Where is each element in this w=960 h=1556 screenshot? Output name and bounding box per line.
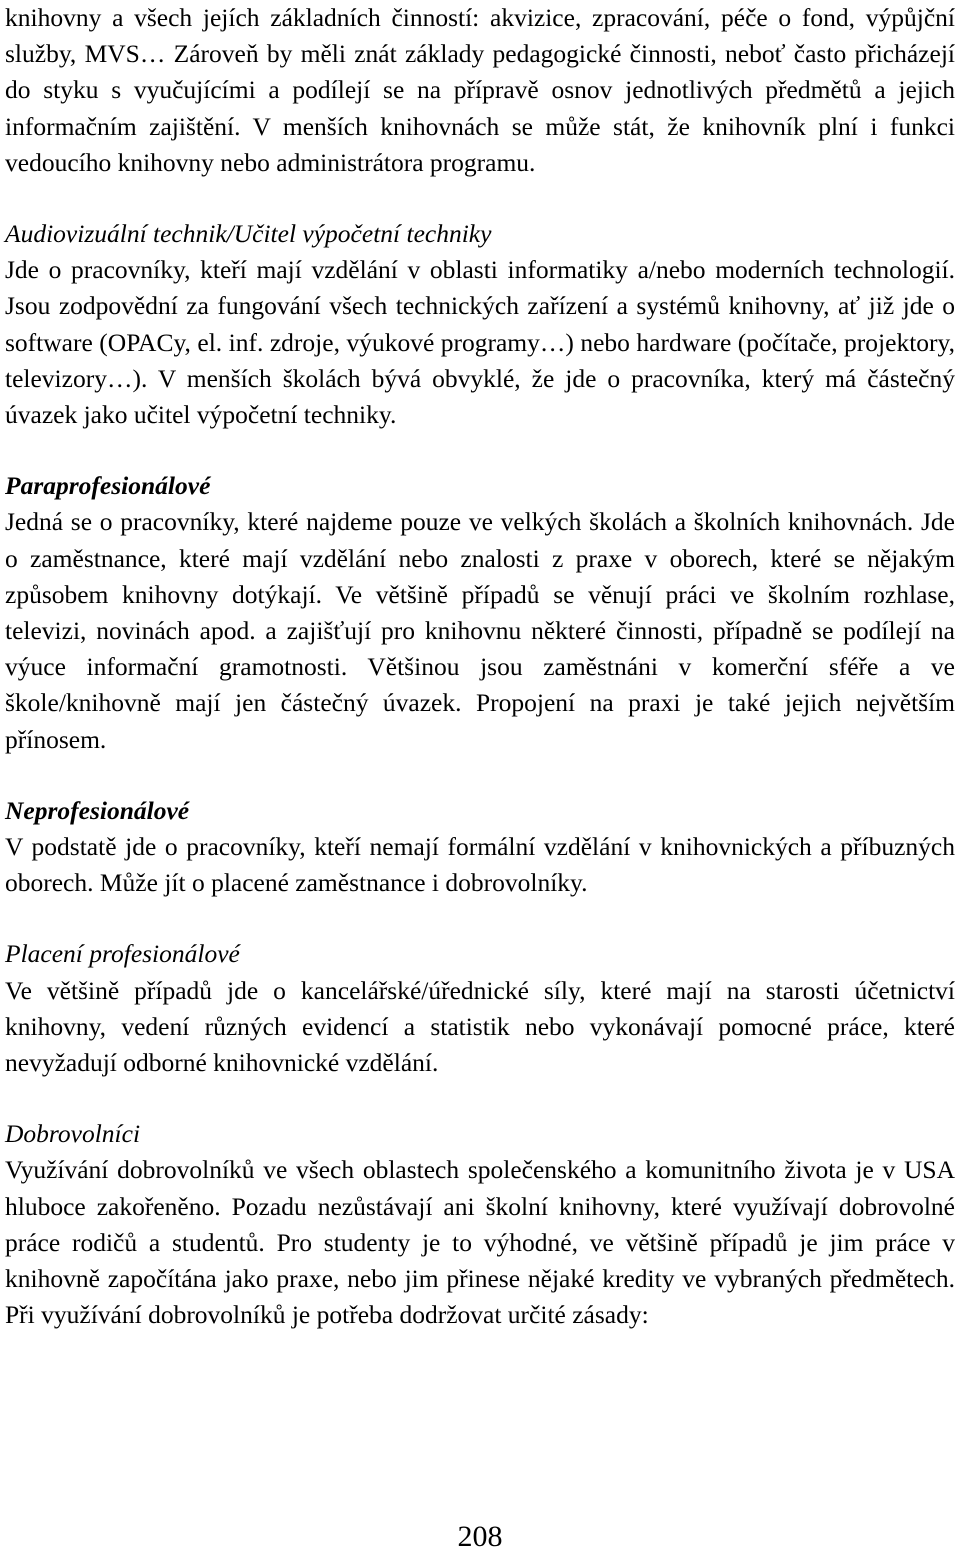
- section-paraprofessionals: [5, 468, 955, 758]
- section-body: Využívání dobrovolníků ve všech oblastech společenského a komunitního života je v USA hluboce zakořeněno. Pozadu nezůstávají ani školní knihovny, které využívají dobrovolné práce rodičů a studentů. Pro studenty je to výhodné, ve většině případů je jim práce v knihovně započítána jako praxe, nebo jim přinese nějaké kredity ve vybraných předmětech. Při využívání dobrovolníků je potřeba dodržovat určité zásady:: [5, 1155, 955, 1330]
- section-body: Jde o pracovníky, kteří mají vzdělání v oblasti informatiky a/nebo moderních technologií. Jsou zodpovědní za fungování všech technických zařízení a systémů knihovny, ať již jde o software (OPACy, el. inf. zdroje, výukové programy…) nebo hardware (počítače, projektory, televizory…). V menších školách bývá obvyklé, že jde o pracovníka, který má částečný úvazek jako učitel výpočetní techniky.: [5, 255, 955, 430]
- section-nonprofessionals: [5, 793, 955, 902]
- section-av-technician: [5, 216, 955, 433]
- section-volunteers: [5, 1116, 955, 1333]
- section-body: Ve většině případů jde o kancelářské/úřednické síly, které mají na starosti účetnictví knihovny, vedení různých evidencí a statistik nebo vykonávají pomocné práce, které nevyžadují odborné knihovnické vzdělání.: [5, 975, 955, 1078]
- section-heading: Neprofesionálové: [5, 795, 190, 825]
- page-number: 208: [457, 1520, 503, 1553]
- section-heading: Paraprofesionálové: [5, 471, 211, 501]
- intro-paragraph: knihovny a všech jejích základních činností: akvizice, zpracování, péče o fond, výpůjční služby, MVS… Zároveň by měli znát základy pedagogické činnosti, neboť často přicházejí do styku s vyučujícími a podílejí se na přípravě osnov jednotlivých předmětů a jejich informačním zajištění. V menších knihovnách se může stát, že knihovník plní i funkci vedoucího knihovny nebo administrátora programu.: [5, 3, 955, 177]
- section-body: V podstatě jde o pracovníky, kteří nemají formální vzdělání v knihovnických a příbuzných oborech. Může jít o placené zaměstnance i dobrovolníky.: [5, 832, 955, 898]
- section-heading: Dobrovolníci: [5, 1119, 141, 1149]
- section-body: Jedná se o pracovníky, které najdeme pouze ve velkých školách a školních knihovnách. Jde o zaměstnance, které mají vzdělání nebo znalosti z praxe v oborech, které se nějakým způsobem knihovny dotýkají. Ve většině případů se věnují práci ve školním rozhlase, televizi, novinách apod. a zajišťují pro knihovnu některé činnosti, případně se podílejí na výuce informační gramotnosti. Většinou jsou zaměstnáni v komerční sféře a ve škole/knihovně mají jen částečný úvazek. Propojení na praxi je také jejich největším přínosem.: [5, 507, 955, 754]
- section-paid-professionals: [5, 936, 955, 1081]
- section-heading: Audiovizuální technik/Učitel výpočetní techniky: [5, 219, 492, 249]
- document-page: [5, 0, 955, 1334]
- section-heading: Placení profesionálové: [5, 939, 240, 969]
